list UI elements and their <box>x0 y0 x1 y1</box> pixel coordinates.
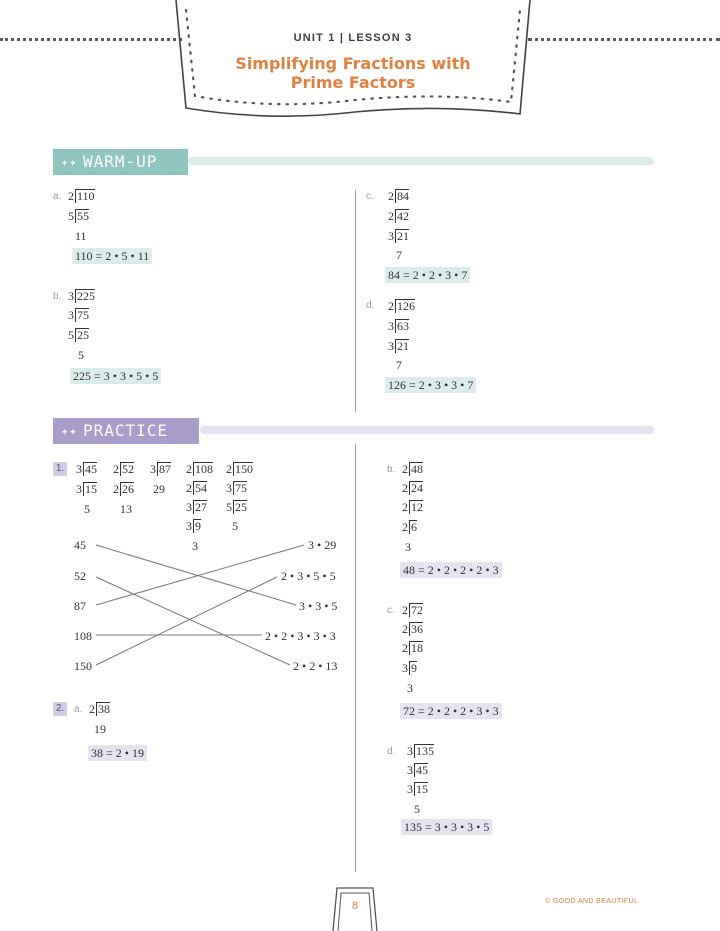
warmup-b-step1: 3 225 <box>68 289 95 303</box>
p2-c-last: 3 <box>407 681 413 695</box>
p1-150-step3: 5 25 <box>226 500 247 514</box>
match-left-150: 150 <box>74 659 92 673</box>
p2-c-step2: 2 36 <box>402 622 423 636</box>
p2-a-label: a. <box>74 704 83 715</box>
p2-b-step2: 2 24 <box>402 481 423 495</box>
unit-lesson-label: UNIT 1 | LESSON 3 <box>293 32 413 44</box>
copyright: © GOOD AND BEAUTIFUL <box>545 898 639 905</box>
p1-87-last: 29 <box>153 482 165 496</box>
warmup-c-answer: 84 = 2 • 2 • 3 • 7 <box>385 267 470 283</box>
p2-b-label: b. <box>387 464 396 475</box>
p2-d-step1: 3 135 <box>407 744 434 758</box>
match-left-45: 45 <box>74 538 86 552</box>
p2-d-step2: 3 45 <box>407 763 428 777</box>
p1-108-step3: 3 27 <box>186 500 207 514</box>
p1-52-last: 13 <box>120 502 132 516</box>
p1-150-last: 5 <box>232 519 238 533</box>
match-left-87: 87 <box>74 599 86 613</box>
page-number: 8 <box>351 900 359 912</box>
warmup-d-answer: 126 = 2 • 3 • 3 • 7 <box>385 377 476 393</box>
match-right-4: 2 • 2 • 3 • 3 • 3 <box>265 629 336 643</box>
p2-c-answer: 72 = 2 • 2 • 2 • 3 • 3 <box>400 703 502 719</box>
warmup-c-label: c. <box>366 191 374 202</box>
warmup-c-step1: 2 84 <box>388 189 409 203</box>
warmup-c-step2: 2 42 <box>388 209 409 223</box>
p2-b-answer: 48 = 2 • 2 • 2 • 2 • 3 <box>400 562 502 578</box>
warmup-a-last: 11 <box>75 229 87 243</box>
p2-c-label: c. <box>387 605 395 616</box>
match-right-3: 3 • 3 • 5 <box>299 599 338 613</box>
p2-b-step1: 2 48 <box>402 462 423 476</box>
problem-2-number: 2. <box>53 702 67 716</box>
match-right-5: 2 • 2 • 13 <box>293 659 338 673</box>
warmup-b-last: 5 <box>78 348 84 362</box>
p1-45-step1: 3 45 <box>76 462 97 476</box>
p1-150-step1: 2 150 <box>226 462 253 476</box>
warmup-c-last: 7 <box>396 248 402 262</box>
p2-b-step4: 2 6 <box>402 520 417 534</box>
warmup-a-step1: 2 110 <box>68 189 95 203</box>
warmup-d-step2: 3 63 <box>388 319 409 333</box>
warmup-b-step3: 5 25 <box>68 328 89 342</box>
p1-52-step2: 2 26 <box>113 482 134 496</box>
sparkle-icon: ✦✦ <box>61 424 78 438</box>
sparkle-icon: ✦✦ <box>61 155 78 169</box>
p1-150-step2: 3 75 <box>226 481 247 495</box>
warmup-d-last: 7 <box>396 358 402 372</box>
match-left-52: 52 <box>74 569 86 583</box>
lesson-title-line1: Simplifying Fractions with <box>235 54 471 73</box>
p2-a-last: 19 <box>94 722 106 736</box>
p2-c-step3: 2 18 <box>402 641 423 655</box>
lesson-title-line2: Prime Factors <box>290 73 416 92</box>
warmup-a-answer: 110 = 2 • 5 • 11 <box>72 248 152 264</box>
warmup-d-step3: 3 21 <box>388 339 409 353</box>
warmup-a-label: a. <box>53 191 62 202</box>
p1-45-last: 5 <box>84 502 90 516</box>
p2-a-step1: 2 38 <box>89 702 110 716</box>
warmup-b-label: b. <box>53 291 62 302</box>
match-right-1: 3 • 29 <box>308 538 337 552</box>
warmup-b-step2: 3 75 <box>68 308 89 322</box>
p1-108-step1: 2 108 <box>186 462 213 476</box>
p1-108-step2: 2 54 <box>186 481 207 495</box>
p2-a-answer: 38 = 2 • 19 <box>88 745 147 761</box>
warmup-a-step2: 5 55 <box>68 209 89 223</box>
p2-b-step3: 2 12 <box>402 500 423 514</box>
p1-87-step1: 3 87 <box>150 462 171 476</box>
p2-d-step3: 3 15 <box>407 782 428 796</box>
match-left-108: 108 <box>74 629 92 643</box>
p2-c-step1: 2 72 <box>402 603 423 617</box>
warmup-c-step3: 3 21 <box>388 229 409 243</box>
warmup-d-step1: 2 126 <box>388 299 415 313</box>
match-right-2: 2 • 3 • 5 • 5 <box>281 569 336 583</box>
practice-banner-label: PRACTICE <box>83 421 169 440</box>
p2-b-last: 3 <box>405 540 411 554</box>
p1-45-step2: 3 15 <box>76 482 97 496</box>
p1-108-last: 3 <box>192 539 198 553</box>
p2-d-answer: 135 = 3 • 3 • 3 • 5 <box>401 819 492 835</box>
p1-108-step4: 3 9 <box>186 519 201 533</box>
p2-c-step4: 3 9 <box>402 661 417 675</box>
warmup-banner-label: WARM-UP <box>83 152 158 171</box>
p2-d-last: 5 <box>414 802 420 816</box>
warmup-d-label: d. <box>366 300 375 311</box>
p1-52-step1: 2 52 <box>113 462 134 476</box>
problem-1-number: 1. <box>53 462 67 476</box>
p2-d-label: d. <box>387 746 396 757</box>
warmup-b-answer: 225 = 3 • 3 • 5 • 5 <box>70 368 161 384</box>
